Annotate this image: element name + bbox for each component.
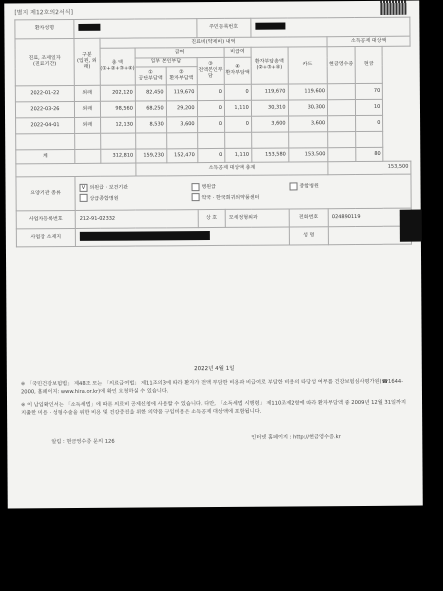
checkbox-checked: V: [79, 183, 87, 191]
full-self-header: ③ 전액본인부담: [197, 57, 225, 84]
institution-options: [75, 174, 411, 210]
institution-type-label: 요양기관 종류: [16, 176, 75, 210]
noncovered-patient-header: ④ 환자부담액: [224, 57, 251, 84]
receipt-table: [14, 17, 412, 248]
category-header: 구분 (입원, 외래): [74, 38, 100, 85]
table-row: 2022-03-26 외래 98,560 68,250 29,200 0 1,110 30,310 30,300 10: [15, 99, 410, 118]
patient-name-redacted: [78, 24, 100, 31]
tax-total-label: 소득공제 대상액 총계: [136, 162, 328, 176]
trade-name-label: 상 호: [198, 209, 226, 227]
footer-left: 알림 : 현금영수증 문의 126: [51, 438, 115, 446]
note-1: ※ 「국민건강보험법」 제48조 또는 「의료급여법」 제11조의3에 따라 환자가 전액 부담한 비용과 비급여로 부담한 비용의 타당성 여부를 건강보험심사평가원(☎1644-2000, 홈페이지: www.hira.or.kr)에 확인 요청하실 수 있습니다.: [20, 378, 404, 396]
footer-right: 인터넷 홈페이지 : http://현금영수증.kr: [251, 434, 341, 441]
patient-name-label: 환자성명: [15, 19, 74, 38]
qr-code: [380, 1, 406, 15]
patient-pay-header: ② 환자부담액: [166, 67, 197, 85]
option-pharmacy: 약국 · 한국희귀의약품센터: [192, 194, 260, 200]
tax-target-header: 소득공제 대상액: [327, 36, 410, 47]
table-row: 2022-04-01 외래 12,130 8,530 3,600 0 0 3,600 3,600 0: [16, 115, 411, 134]
medical-fee-header: 진료비(약제비) 내역: [99, 37, 327, 49]
patient-share-header: 일부 본인부담: [135, 58, 197, 67]
cash-header: 현금: [355, 46, 383, 83]
receipt-paper: [4, 1, 423, 509]
business-no-label: 사업자등록번호: [16, 210, 75, 228]
option-general: 종합병원: [289, 183, 318, 189]
table-row: 2022-01-22 외래 202,120 82,450 119,670 0 0 119,670 119,600 70: [15, 83, 410, 102]
card-header: 카드: [288, 47, 328, 84]
address-redacted: [80, 231, 210, 241]
tax-total-value: 153,500: [328, 161, 411, 175]
patient-total-header: 환자부담총액 (②+③+④): [251, 47, 288, 84]
cash-receipt-header: 현금영수증: [327, 47, 355, 84]
option-hospital: 병원급: [191, 181, 289, 192]
total-header: 총 액 (①+②+③+④): [100, 48, 136, 85]
phone-number: 024890119: [328, 208, 411, 227]
note-2: ※ 이 납입확인서는 「소득세법」에 따른 의료비 공제신청에 사용할 수 있습니다. 다만, 「소득세법 시행령」 제110조제2항에 따라 환자부담액 중 2009년 12월 31일까지 지출한 미용 · 성형수술을 위한 비용 및 건강증진을 위한 의약품 구입비용은 소득공제 대상액에 포함됩니다.: [21, 399, 407, 417]
noncovered-header: 비급여: [224, 47, 251, 57]
resident-no-redacted: [255, 23, 285, 30]
covered-header: 급여: [135, 47, 224, 58]
trade-name: 모세정형외과: [225, 209, 289, 227]
address-label: 사업장 소재지: [16, 228, 75, 246]
issue-date: 2022년 4월 1일: [194, 365, 235, 373]
phone-label: 전화번호: [289, 209, 329, 227]
sum-row: 계 312,810 159,230 152,470 0 1,110 153,580 153,500 80: [16, 147, 411, 164]
option-clinic: V 의원급 · 보건기관: [79, 182, 191, 193]
stamp-redacted: [400, 210, 422, 242]
rep-label: 성 명: [289, 227, 329, 245]
option-tertiary: 상급종합병원: [80, 193, 192, 204]
form-header: [별지 제12호의2서식]: [14, 8, 73, 17]
business-no: 212-91-02332: [75, 210, 198, 229]
public-share-header: ① 공단부담액: [135, 67, 166, 85]
period-header: 진료, 조제일자 (진료기간): [15, 38, 74, 85]
resident-no-label: 주민등록번호: [196, 18, 250, 37]
